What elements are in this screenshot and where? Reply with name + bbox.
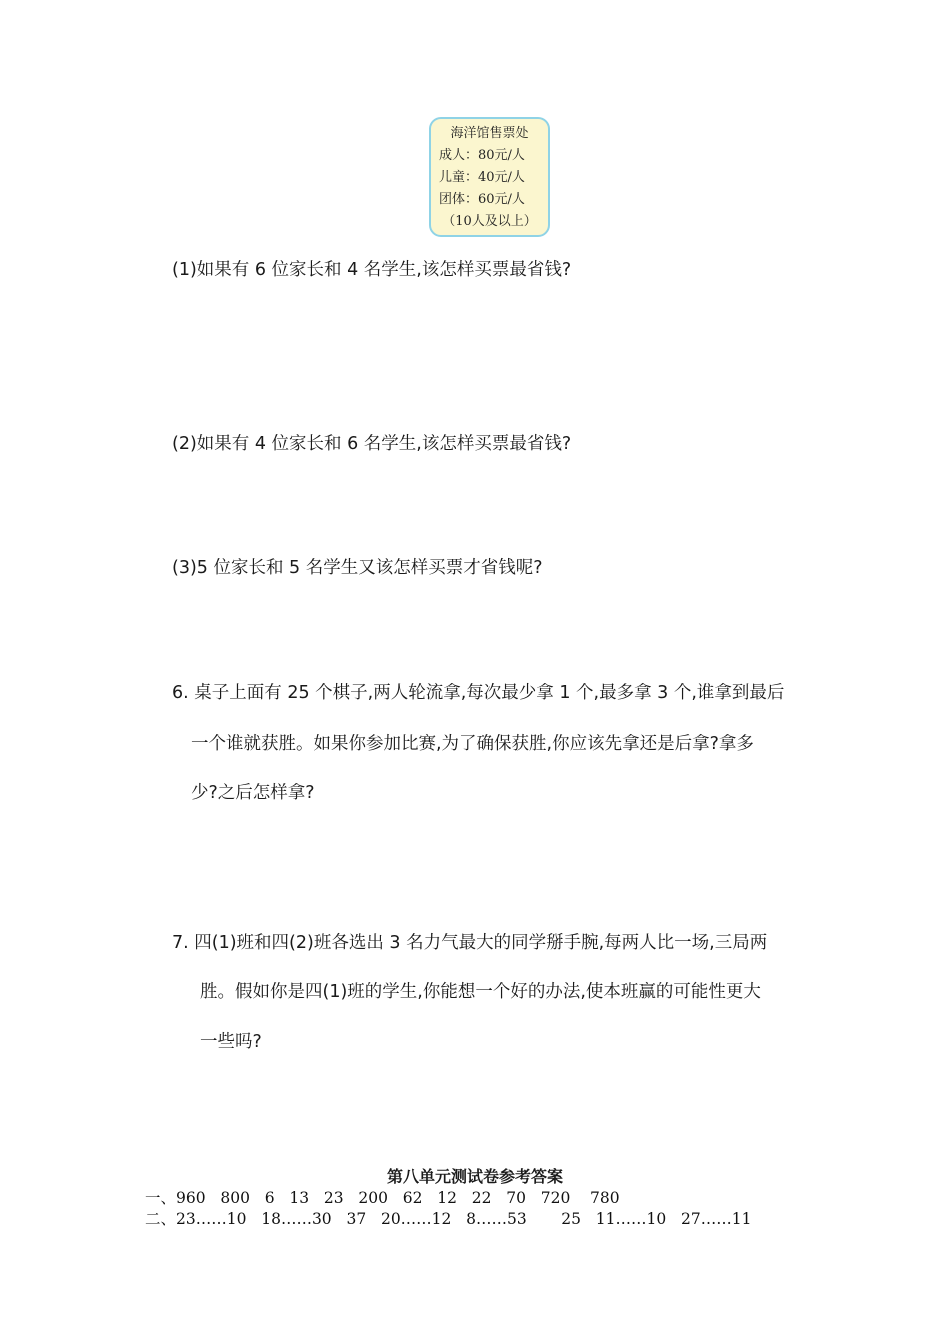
question-7-line-2: 胜。假如你是四(1)班的学生,你能想一个好的办法,使本班赢的可能性更大 — [200, 982, 761, 1002]
sign-title: 海洋馆售票处 — [450, 126, 529, 141]
sign-group-price: 团体：60元/人 — [439, 192, 525, 207]
answer-key-title: 第八单元测试卷参考答案 — [386, 1167, 563, 1186]
question-5-2: (2)如果有 4 位家长和 6 名学生,该怎样买票最省钱? — [172, 434, 572, 454]
question-7-line-3: 一些吗? — [200, 1032, 262, 1052]
sign-group-note: （10人及以上） — [442, 214, 537, 229]
question-5-1: (1)如果有 6 位家长和 4 名学生,该怎样买票最省钱? — [172, 260, 572, 280]
sign-child-price: 儿童：40元/人 — [439, 170, 525, 185]
sign-adult-price: 成人：80元/人 — [439, 148, 525, 163]
question-6-line-1: 6. 桌子上面有 25 个棋子,两人轮流拿,每次最少拿 1 个,最多拿 3 个,谁拿到最后 — [172, 683, 785, 703]
answer-row-1: 一、960 800 6 13 23 200 62 12 22 70 720 780 — [145, 1189, 620, 1207]
question-7-line-1: 7. 四(1)班和四(2)班各选出 3 名力气最大的同学掰手腕,每两人比一场,三局两 — [172, 933, 768, 953]
ticket-price-sign — [429, 117, 550, 237]
question-6-line-2: 一个谁就获胜。如果你参加比赛,为了确保获胜,你应该先拿还是后拿?拿多 — [191, 734, 754, 754]
question-5-3: (3)5 位家长和 5 名学生又该怎样买票才省钱呢? — [172, 558, 543, 578]
question-6-line-3: 少?之后怎样拿? — [191, 783, 315, 803]
answer-row-2: 二、23……10 18……30 37 20……12 8……53 25 11……10 27……11 — [145, 1210, 752, 1228]
